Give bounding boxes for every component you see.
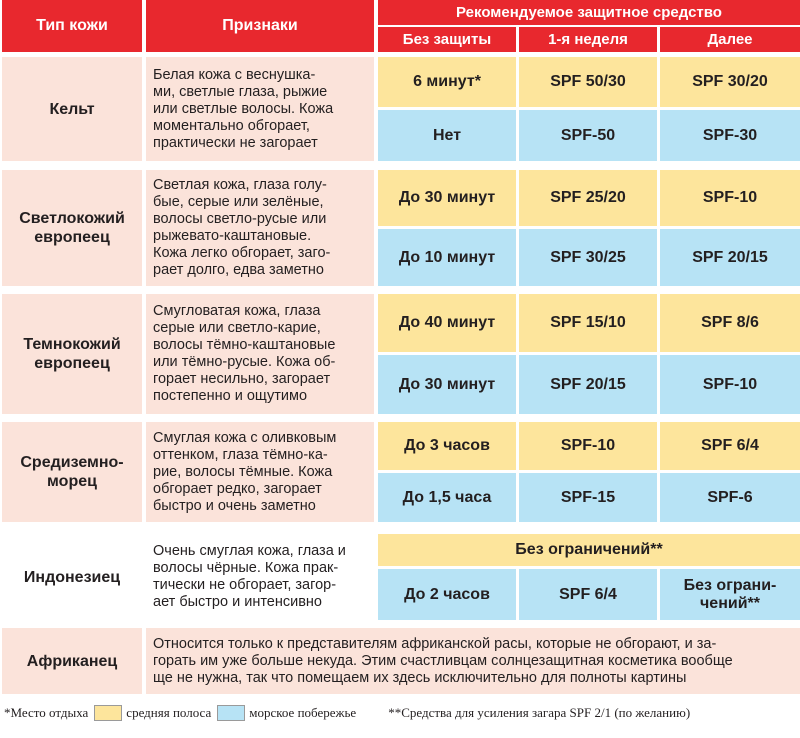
- indo-sea-week1: SPF 6/4: [519, 569, 657, 620]
- row-desc-indonesian: Очень смуглая кожа, глаза и волосы чёрные. Кожа прак- тически не обгорает, загор- ает быстро и интенсивно: [146, 530, 374, 624]
- med-beach-none: До 3 часов: [378, 422, 516, 470]
- fair-sea-none: До 10 минут: [378, 229, 516, 286]
- med-sea-none: До 1,5 часа: [378, 473, 516, 522]
- dark-beach-none: До 40 минут: [378, 294, 516, 352]
- indo-sea-after: Без ограни- чений**: [660, 569, 800, 620]
- med-sea-week1: SPF-15: [519, 473, 657, 522]
- row-name-celt: Кельт: [2, 57, 142, 161]
- fair-sea-after: SPF 20/15: [660, 229, 800, 286]
- row-name-fair-european: Светлокожий европеец: [2, 170, 142, 286]
- header-recommended: Рекомендуемое защитное средство: [378, 0, 800, 25]
- med-sea-after: SPF-6: [660, 473, 800, 522]
- legend-swatch-sea: [217, 705, 245, 721]
- row-desc-fair-european: Светлая кожа, глаза голу- бые, серые или зелёные, волосы светло-русые или рыжевато-каштановые. Кожа легко обгорает, заго- рает долго, едва заметно: [146, 170, 374, 286]
- celt-sea-none: Нет: [378, 110, 516, 161]
- legend: [4, 702, 800, 724]
- row-desc-dark-european: Смугловатая кожа, глаза серые или светло-карие, волосы тёмно-каштановые или тёмно-русые. Кожа об- горает несильно, загорает постепенно и ощутимо: [146, 294, 374, 414]
- celt-beach-after: SPF 30/20: [660, 57, 800, 107]
- fair-beach-after: SPF-10: [660, 170, 800, 226]
- dark-sea-after: SPF-10: [660, 355, 800, 414]
- dark-beach-after: SPF 8/6: [660, 294, 800, 352]
- header-skin-type: Тип кожи: [2, 0, 142, 52]
- row-name-african: Африканец: [2, 628, 142, 694]
- fair-beach-week1: SPF 25/20: [519, 170, 657, 226]
- fair-beach-none: До 30 минут: [378, 170, 516, 226]
- legend-swatch-middle: [94, 705, 122, 721]
- legend-place: *Место отдыха: [4, 705, 89, 720]
- legend-middle: средняя полоса: [126, 705, 212, 720]
- celt-sea-week1: SPF-50: [519, 110, 657, 161]
- fair-sea-week1: SPF 30/25: [519, 229, 657, 286]
- header-col-week1: 1-я неделя: [519, 27, 657, 52]
- celt-sea-after: SPF-30: [660, 110, 800, 161]
- indo-sea-none: До 2 часов: [378, 569, 516, 620]
- dark-beach-week1: SPF 15/10: [519, 294, 657, 352]
- header-col-none: Без защиты: [378, 27, 516, 52]
- legend-sea: морское побережье: [249, 705, 357, 720]
- row-desc-celt: Белая кожа с веснушка- ми, светлые глаза, рыжие или светлые волосы. Кожа моментально обгорает, практически не загорает: [146, 57, 374, 161]
- dark-sea-week1: SPF 20/15: [519, 355, 657, 414]
- header-col-after: Далее: [660, 27, 800, 52]
- dark-sea-none: До 30 минут: [378, 355, 516, 414]
- med-beach-week1: SPF-10: [519, 422, 657, 470]
- header-signs: Признаки: [146, 0, 374, 52]
- row-desc-mediterranean: Смуглая кожа с оливковым оттенком, глаза тёмно-ка- рие, волосы тёмные. Кожа обгорает редко, загорает быстро и очень заметно: [146, 422, 374, 522]
- row-name-dark-european: Темнокожий европеец: [2, 294, 142, 414]
- celt-beach-none: 6 минут*: [378, 57, 516, 107]
- legend-footnote: **Средства для усиления загара SPF 2/1 (по желанию): [388, 705, 691, 720]
- row-name-mediterranean: Средиземно- морец: [2, 422, 142, 522]
- med-beach-after: SPF 6/4: [660, 422, 800, 470]
- row-name-indonesian: Индонезиец: [2, 530, 142, 624]
- indo-beach-merged: Без ограничений**: [378, 534, 800, 566]
- celt-beach-week1: SPF 50/30: [519, 57, 657, 107]
- row-note-african: Относится только к представителям африканской расы, которые не обгорают, и за- горать им уже больше некуда. Этим счастливцам солнцезащитная косметика вообще ще не нужна, так что помещаем их здесь исключительно для полноты картины: [146, 628, 800, 694]
